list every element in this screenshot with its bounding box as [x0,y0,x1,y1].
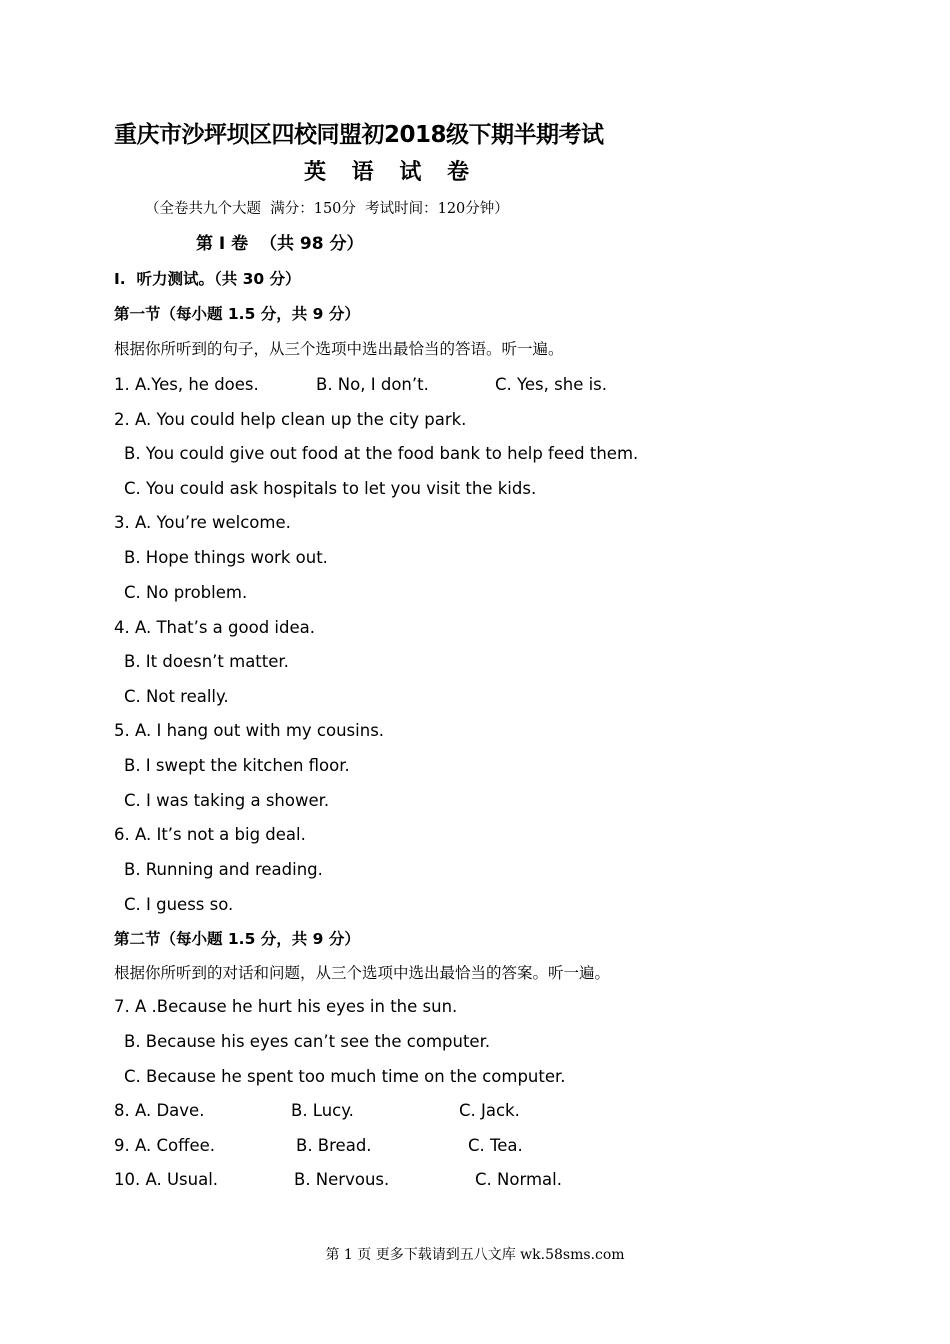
page-footer: 第 1 页 更多下载请到五八文库 wk.58sms.com [325,1247,625,1263]
q6-option-b: B. Running and reading. [124,860,323,879]
q2-option-b: B. You could give out food at the food bank to help feed them. [124,444,639,463]
q3-option-a: 3. A. You’re welcome. [114,513,291,532]
q2-option-a: 2. A. You could help clean up the city park. [114,410,467,429]
q4-option-a: 4. A. That’s a good idea. [114,618,315,637]
exam-info: （全卷共九个大题 满分：150分 考试时间：120分钟） [145,201,509,217]
q7-option-b: B. Because his eyes can’t see the computer. [124,1032,491,1051]
q1-option-a: 1. A.Yes, he does. [114,375,259,394]
q7-option-a: 7. A .Because he hurt his eyes in the sun. [114,997,458,1016]
q4-option-b: B. It doesn’t matter. [124,652,289,671]
q3-option-b: B. Hope things work out. [124,548,328,567]
subsection-instruction-1: 根据你所听到的句子，从三个选项中选出最恰当的答语。听一遍。 [114,340,564,358]
q10-option-c: C. Normal. [475,1170,562,1189]
q6-option-a: 6. A. It’s not a big deal. [114,825,306,844]
q8-option-b: B. Lucy. [291,1101,354,1120]
subsection-heading-1: 第一节（每小题 1.5 分，共 9 分） [114,305,360,323]
q1-option-b: B. No, I don’t. [316,375,429,394]
part-heading: 第 I 卷 （共 98 分） [196,234,364,254]
subsection-heading-2: 第二节（每小题 1.5 分，共 9 分） [114,930,360,948]
q8-option-a: 8. A. Dave. [114,1101,205,1120]
section-heading-listening: I. 听力测试。（共 30 分） [114,270,301,288]
q8-option-c: C. Jack. [459,1101,520,1120]
subsection-instruction-2: 根据你所听到的对话和问题，从三个选项中选出最恰当的答案。听一遍。 [114,964,611,982]
q4-option-c: C. Not really. [124,687,229,706]
q10-option-b: B. Nervous. [294,1170,390,1189]
q5-option-a: 5. A. I hang out with my cousins. [114,721,385,740]
q5-option-c: C. I was taking a shower. [124,791,330,810]
q3-option-c: C. No problem. [124,583,248,602]
q7-option-c: C. Because he spent too much time on the computer. [124,1067,566,1086]
q9-option-a: 9. A. Coffee. [114,1136,216,1155]
q10-option-a: 10. A. Usual. [114,1170,219,1189]
q5-option-b: B. I swept the kitchen floor. [124,756,350,775]
q6-option-c: C. I guess so. [124,895,234,914]
q9-option-b: B. Bread. [296,1136,372,1155]
q1-option-c: C. Yes, she is. [495,375,608,394]
q9-option-c: C. Tea. [468,1136,523,1155]
exam-subtitle: 英 语 试 卷 [304,160,478,185]
exam-title: 重庆市沙坪坝区四校同盟初2018级下期半期考试 [114,122,604,148]
q2-option-c: C. You could ask hospitals to let you visit the kids. [124,479,537,498]
